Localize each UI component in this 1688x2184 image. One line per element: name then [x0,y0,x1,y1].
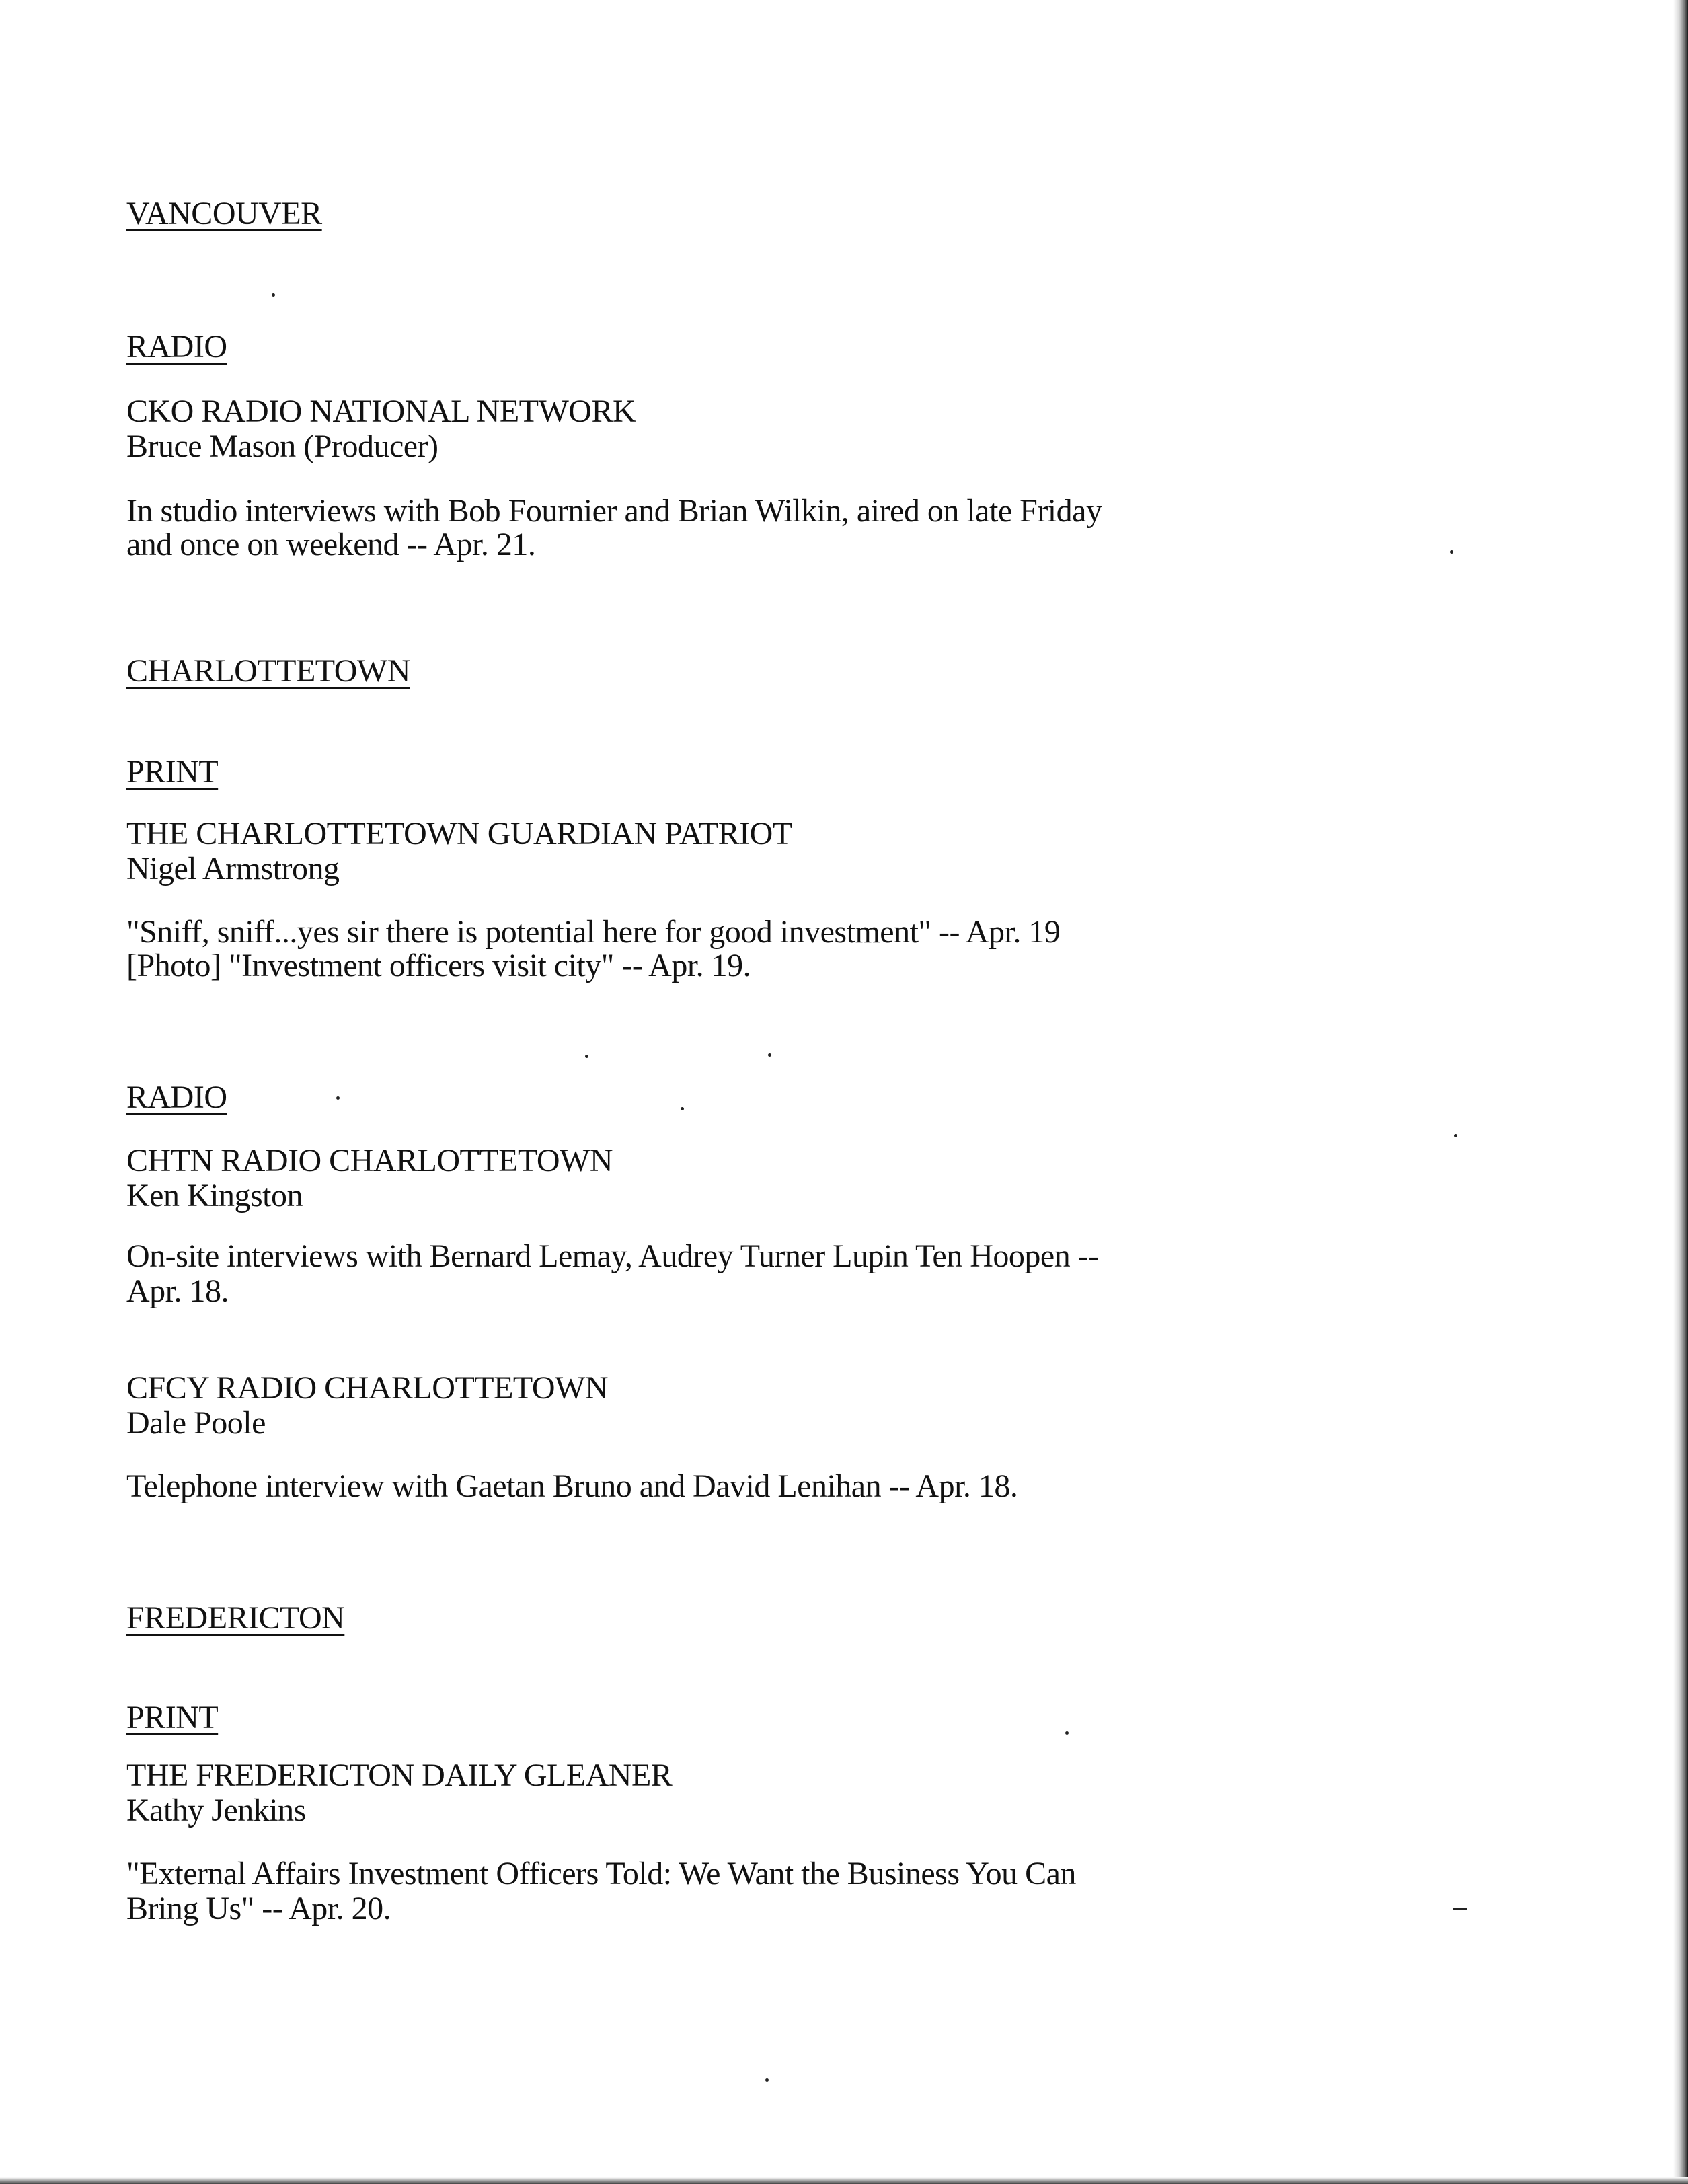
coverage-line: [Photo] "Investment officers visit city" -- Apr. 19. [126,948,751,983]
scan-speck [272,293,275,297]
scan-speck [585,1055,588,1058]
city-heading-charlottetown: CHARLOTTETOWN [126,653,410,689]
coverage-line: Telephone interview with Gaetan Bruno and David Lenihan -- Apr. 18. [126,1468,1018,1504]
outlet-name: CHTN RADIO CHARLOTTETOWN [126,1143,613,1178]
contact-name: Dale Poole [126,1405,266,1441]
scan-speck [1450,550,1453,554]
outlet-name: CKO RADIO NATIONAL NETWORK [126,393,636,429]
scan-speck [765,2078,769,2082]
city-heading-fredericton: FREDERICTON [126,1600,345,1636]
outlet-name: CFCY RADIO CHARLOTTETOWN [126,1370,608,1406]
scan-speck [336,1096,340,1100]
coverage-line: "External Affairs Investment Officers Told: We Want the Business You Can [126,1856,1076,1891]
scan-speck [1065,1731,1069,1735]
media-heading-radio: RADIO [126,1080,227,1115]
coverage-line: "Sniff, sniff...yes sir there is potential here for good investment" -- Apr. 19 [126,914,1061,950]
coverage-line: Apr. 18. [126,1273,229,1309]
scan-speck [681,1107,684,1110]
city-heading-vancouver: VANCOUVER [126,196,322,231]
contact-name: Bruce Mason (Producer) [126,428,438,464]
coverage-line: and once on weekend -- Apr. 21. [126,527,536,562]
media-heading-radio: RADIO [126,329,227,365]
media-heading-print: PRINT [126,1700,219,1735]
contact-name: Nigel Armstrong [126,851,340,887]
outlet-name: THE CHARLOTTETOWN GUARDIAN PATRIOT [126,816,792,852]
scan-speck [768,1053,771,1057]
contact-name: Ken Kingston [126,1178,303,1213]
scan-dash [1453,1908,1467,1910]
scan-edge-right [1673,0,1688,2184]
contact-name: Kathy Jenkins [126,1793,306,1828]
coverage-line: In studio interviews with Bob Fournier and Brian Wilkin, aired on late Friday [126,493,1102,529]
coverage-line: On-site interviews with Bernard Lemay, Audrey Turner Lupin Ten Hoopen -- [126,1238,1099,1274]
coverage-line: Bring Us" -- Apr. 20. [126,1891,391,1926]
outlet-name: THE FREDERICTON DAILY GLEANER [126,1758,673,1793]
media-heading-print: PRINT [126,754,219,790]
scan-edge-bottom [0,2177,1688,2184]
scan-speck [1454,1134,1457,1137]
